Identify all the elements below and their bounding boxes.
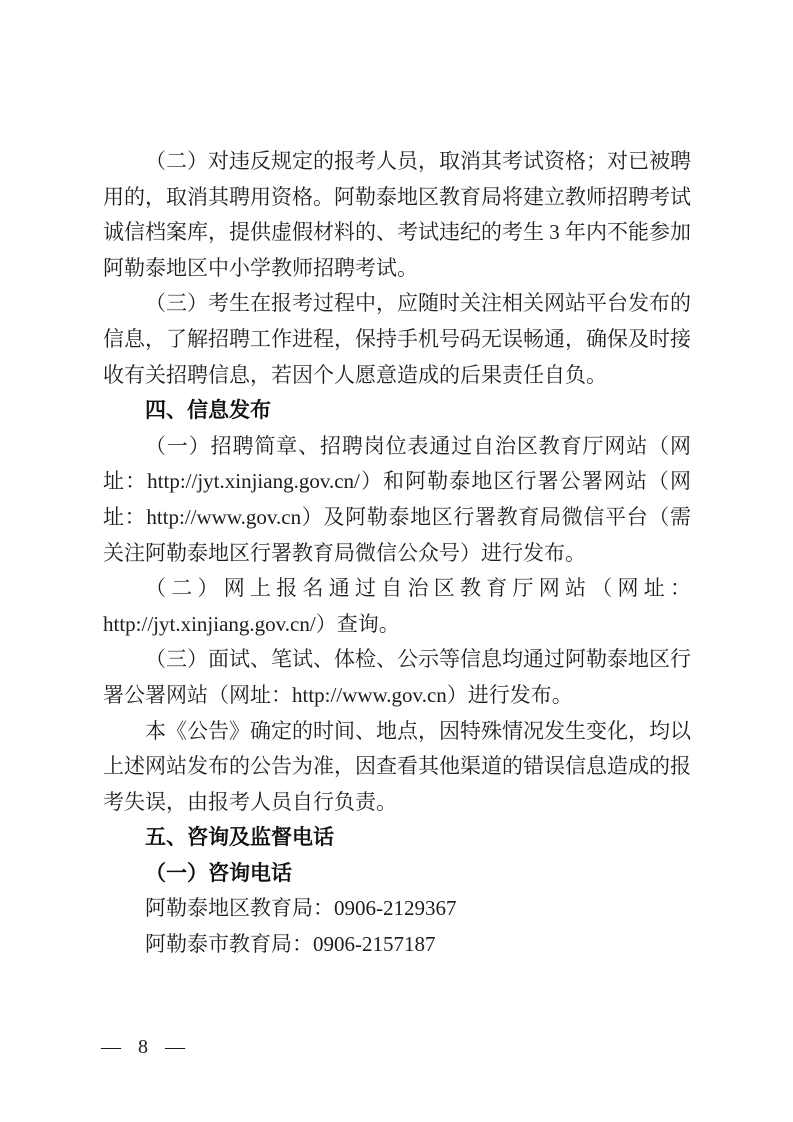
paragraph-4-2 (103, 571, 691, 642)
page-number: — 8 — (101, 1036, 191, 1058)
document-body (103, 144, 691, 963)
paragraph-item-3: （三）考生在报考过程中，应随时关注相关网站平台发布的信息，了解招聘工作进程，保持手机号码无误畅通，确保及时接收有关招聘信息，若因个人愿意造成的后果责任自负。 (103, 291, 691, 387)
paragraph-4-3 (103, 642, 691, 713)
url-www-gov-cn: http://www.gov.cn (146, 504, 302, 529)
contact-line-altay-prefecture-education-bureau: 阿勒泰地区教育局：0906-2129367 (145, 896, 457, 921)
paragraph-4-3-text: ）进行发布。 (446, 682, 573, 707)
paragraph-4-1-text: （一）招聘简章、招聘岗位表通过自治区教育厅网站（网址： (103, 433, 691, 494)
paragraph-4-1-text: ）及阿勒泰地区行署教育局微信平台（需关注阿勒泰地区行署教育局微信公众号）进行发布。 (103, 504, 692, 565)
paragraph-item-2: （二）对违反规定的报考人员，取消其考试资格；对已被聘用的，取消其聘用资格。阿勒泰地区教育局将建立教师招聘考试诚信档案库，提供虚假材料的、考试违纪的考生 3 年内不能参加阿勒泰地区中小学教师招聘考试。 (103, 149, 691, 280)
url-jyt-xinjiang: http://jyt.xinjiang.gov.cn/ (103, 611, 316, 636)
section-heading-5-consult-supervise-phone: 五、咨询及监督电话 (145, 826, 334, 850)
paragraph-4-2-text: （二）网上报名通过自治区教育厅网站（网址： (145, 576, 691, 601)
section-heading-4-information-release: 四、信息发布 (145, 399, 271, 423)
paragraph-closing-notice: 本《公告》确定的时间、地点，因特殊情况发生变化，均以上述网站发布的公告为准，因查看其他渠道的错误信息造成的报考失误，由报考人员自行负责。 (103, 718, 691, 814)
url-www-gov-cn: http://www.gov.cn (292, 682, 447, 707)
url-jyt-xinjiang: http://jyt.xinjiang.gov.cn/ (147, 469, 360, 494)
paragraph-4-3-text: （三）面试、笔试、体检、公示等信息均通过阿勒泰地区行署公署网站（网址： (103, 647, 691, 707)
sub-heading-consult-phone: （一）咨询电话 (145, 860, 292, 885)
contact-line-altay-city-education-bureau: 阿勒泰市教育局：0906-2157187 (145, 932, 436, 957)
paragraph-4-1-text: ）和阿勒泰地区行署公署网站（网址： (103, 469, 692, 529)
paragraph-4-2-text: ）查询。 (315, 611, 400, 636)
paragraph-4-1 (103, 429, 691, 571)
